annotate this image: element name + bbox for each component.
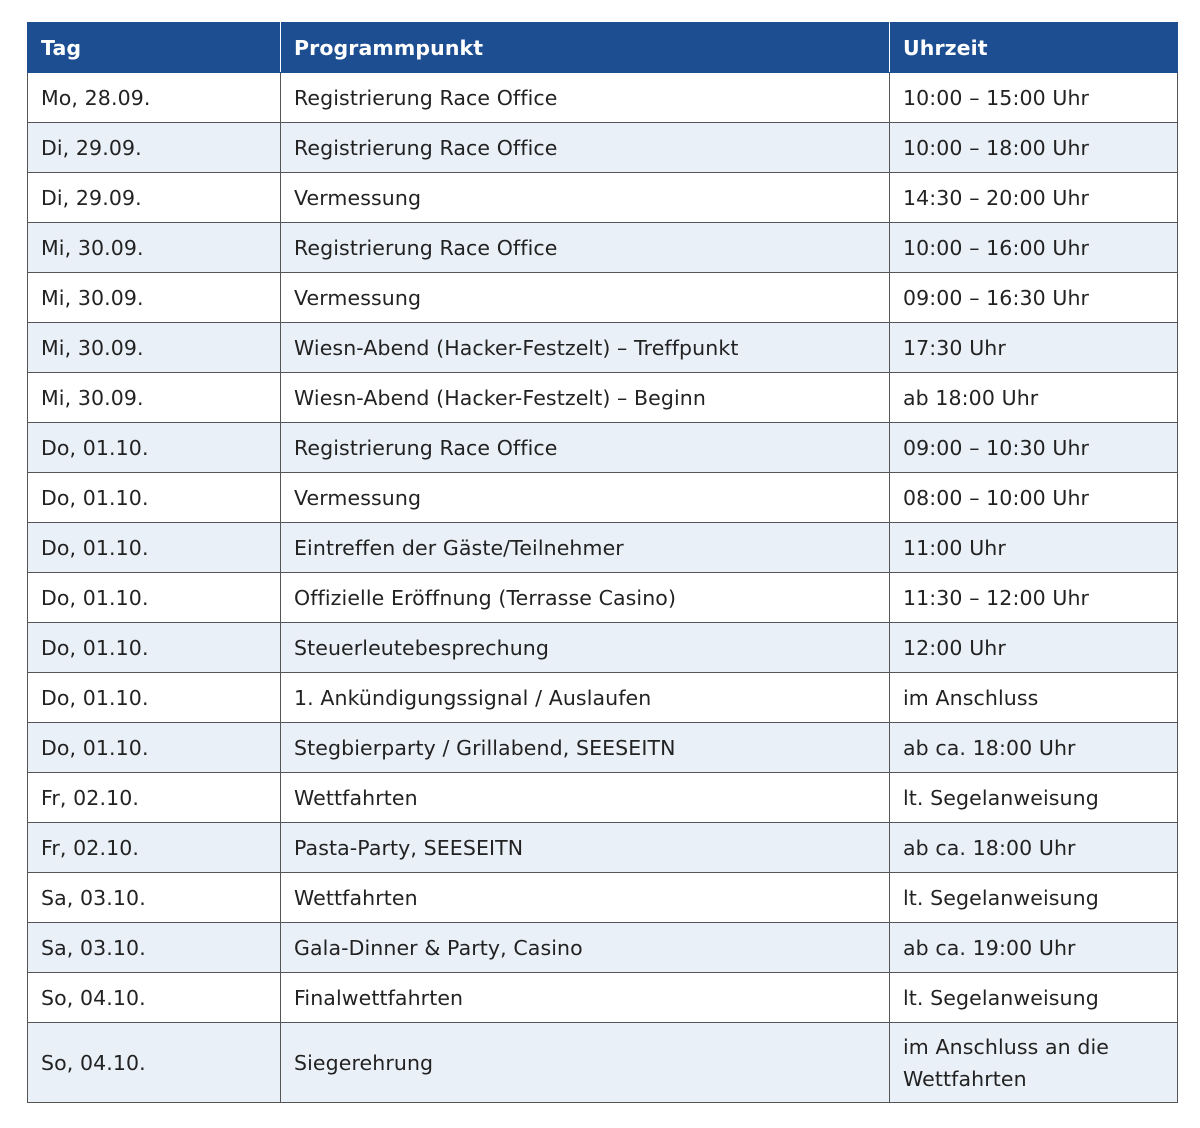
- table-row: [28, 273, 1178, 323]
- cell-day: Do, 01.10.: [28, 673, 281, 723]
- cell-time: 10:00 – 18:00 Uhr: [890, 123, 1178, 173]
- table-row: [28, 623, 1178, 673]
- table-row: [28, 823, 1178, 873]
- table-row: [28, 223, 1178, 273]
- cell-program: Offizielle Eröffnung (Terrasse Casino): [281, 573, 890, 623]
- table-row: [28, 723, 1178, 773]
- cell-program: Vermessung: [281, 273, 890, 323]
- header-day: Tag: [28, 23, 281, 73]
- cell-time: 12:00 Uhr: [890, 623, 1178, 673]
- cell-time: 11:00 Uhr: [890, 523, 1178, 573]
- header-time: Uhrzeit: [890, 23, 1178, 73]
- cell-program: Pasta-Party, SEESEITN: [281, 823, 890, 873]
- cell-time: 08:00 – 10:00 Uhr: [890, 473, 1178, 523]
- table-row: [28, 123, 1178, 173]
- cell-program: Registrierung Race Office: [281, 123, 890, 173]
- cell-day: Fr, 02.10.: [28, 823, 281, 873]
- header-row: [28, 23, 1178, 73]
- cell-day: Do, 01.10.: [28, 423, 281, 473]
- table-row: [28, 473, 1178, 523]
- table-row: [28, 373, 1178, 423]
- table-row: [28, 1023, 1178, 1103]
- table-row: [28, 423, 1178, 473]
- cell-time: lt. Segelanweisung: [890, 973, 1178, 1023]
- cell-time: ab ca. 18:00 Uhr: [890, 723, 1178, 773]
- cell-day: Sa, 03.10.: [28, 873, 281, 923]
- cell-program: Wiesn-Abend (Hacker-Festzelt) – Beginn: [281, 373, 890, 423]
- cell-program: Wiesn-Abend (Hacker-Festzelt) – Treffpunkt: [281, 323, 890, 373]
- cell-time: 09:00 – 16:30 Uhr: [890, 273, 1178, 323]
- table-body: [28, 73, 1178, 1103]
- cell-program: Steuerleutebesprechung: [281, 623, 890, 673]
- table-row: [28, 973, 1178, 1023]
- cell-program: Registrierung Race Office: [281, 223, 890, 273]
- cell-day: So, 04.10.: [28, 1023, 281, 1103]
- cell-time: 10:00 – 16:00 Uhr: [890, 223, 1178, 273]
- cell-program: Stegbierparty / Grillabend, SEESEITN: [281, 723, 890, 773]
- cell-day: Mi, 30.09.: [28, 323, 281, 373]
- cell-time: 09:00 – 10:30 Uhr: [890, 423, 1178, 473]
- cell-day: Mi, 30.09.: [28, 273, 281, 323]
- cell-day: Sa, 03.10.: [28, 923, 281, 973]
- table-row: [28, 173, 1178, 223]
- table-row: [28, 73, 1178, 123]
- cell-program: Registrierung Race Office: [281, 423, 890, 473]
- cell-day: Mi, 30.09.: [28, 373, 281, 423]
- cell-program: Vermessung: [281, 473, 890, 523]
- cell-time: 11:30 – 12:00 Uhr: [890, 573, 1178, 623]
- cell-day: Fr, 02.10.: [28, 773, 281, 823]
- table-header: [28, 23, 1178, 73]
- cell-day: Di, 29.09.: [28, 123, 281, 173]
- cell-day: Mo, 28.09.: [28, 73, 281, 123]
- cell-time: ab ca. 18:00 Uhr: [890, 823, 1178, 873]
- cell-program: Wettfahrten: [281, 773, 890, 823]
- cell-day: Do, 01.10.: [28, 523, 281, 573]
- cell-time: lt. Segelanweisung: [890, 873, 1178, 923]
- table-row: [28, 773, 1178, 823]
- cell-time: 14:30 – 20:00 Uhr: [890, 173, 1178, 223]
- cell-time: 17:30 Uhr: [890, 323, 1178, 373]
- cell-day: Do, 01.10.: [28, 573, 281, 623]
- cell-program: Gala-Dinner & Party, Casino: [281, 923, 890, 973]
- header-program: Programmpunkt: [281, 23, 890, 73]
- cell-program: 1. Ankündigungssignal / Auslaufen: [281, 673, 890, 723]
- cell-program: Wettfahrten: [281, 873, 890, 923]
- table-row: [28, 523, 1178, 573]
- cell-day: Do, 01.10.: [28, 623, 281, 673]
- cell-time: 10:00 – 15:00 Uhr: [890, 73, 1178, 123]
- cell-day: Di, 29.09.: [28, 173, 281, 223]
- cell-time: im Anschluss: [890, 673, 1178, 723]
- cell-program: Eintreffen der Gäste/Teilnehmer: [281, 523, 890, 573]
- cell-program: Siegerehrung: [281, 1023, 890, 1103]
- cell-day: Mi, 30.09.: [28, 223, 281, 273]
- table-row: [28, 573, 1178, 623]
- cell-time: ab ca. 19:00 Uhr: [890, 923, 1178, 973]
- table-row: [28, 923, 1178, 973]
- schedule-table: [27, 22, 1178, 1103]
- cell-time: lt. Segelanweisung: [890, 773, 1178, 823]
- table-row: [28, 673, 1178, 723]
- cell-program: Vermessung: [281, 173, 890, 223]
- cell-day: Do, 01.10.: [28, 723, 281, 773]
- cell-program: Finalwettfahrten: [281, 973, 890, 1023]
- cell-day: Do, 01.10.: [28, 473, 281, 523]
- table-row: [28, 873, 1178, 923]
- cell-program: Registrierung Race Office: [281, 73, 890, 123]
- cell-time: im Anschluss an die Wettfahrten: [890, 1023, 1178, 1103]
- table-row: [28, 323, 1178, 373]
- cell-day: So, 04.10.: [28, 973, 281, 1023]
- cell-time: ab 18:00 Uhr: [890, 373, 1178, 423]
